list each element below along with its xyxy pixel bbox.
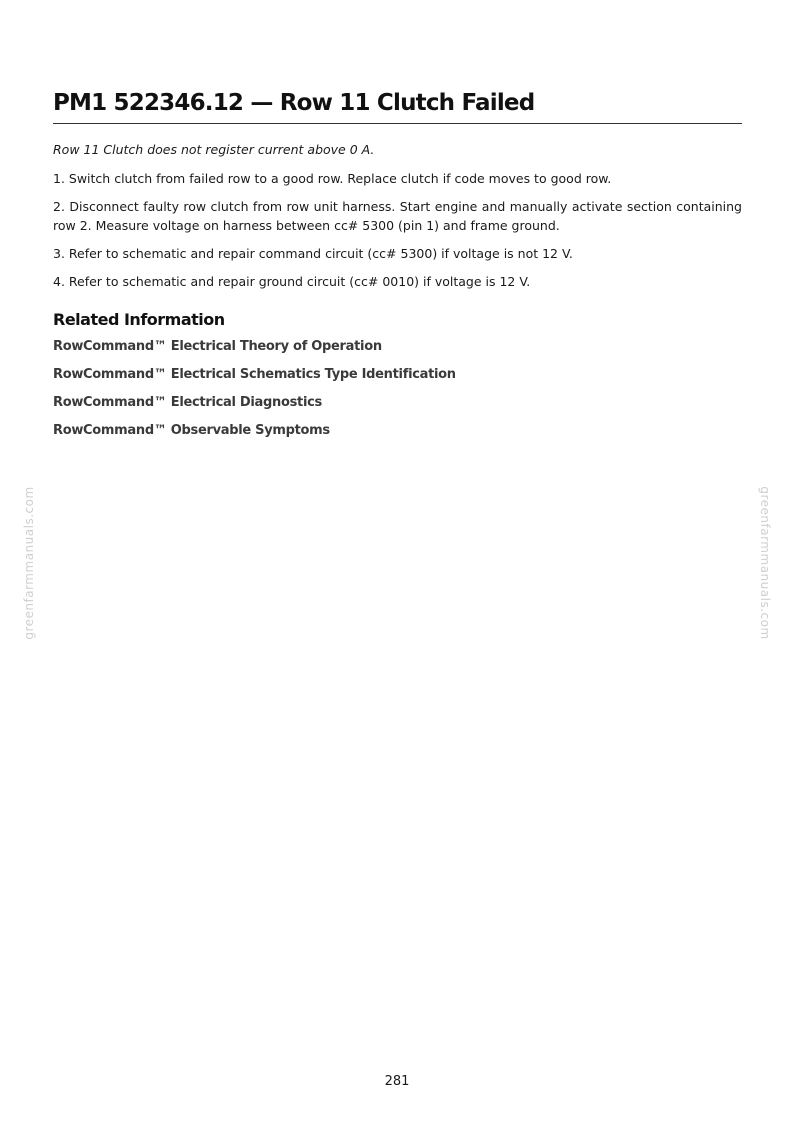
procedure-step-3: 3. Refer to schematic and repair command circuit (cc# 5300) if voltage is not 12 V. [53, 246, 573, 261]
watermark-left: greenfarmmanuals.com [22, 486, 36, 640]
procedure-step-2: 2. Disconnect faulty row clutch from row unit harness. Start engine and manually activate section containing row 2. Measure voltage on harness between cc# 5300 (pin 1) and frame ground. [53, 199, 742, 233]
procedure-step-4: 4. Refer to schematic and repair ground circuit (cc# 0010) if voltage is 12 V. [53, 274, 531, 289]
related-link-theory-of-operation[interactable]: RowCommand™ Electrical Theory of Operation [53, 339, 382, 354]
watermark-right: greenfarmmanuals.com [758, 486, 772, 640]
related-link-electrical-diagnostics[interactable]: RowCommand™ Electrical Diagnostics [53, 395, 322, 410]
symptom-text: Row 11 Clutch does not register current above 0 A. [53, 142, 375, 157]
related-link-schematics-type-identification[interactable]: RowCommand™ Electrical Schematics Type Identification [53, 367, 456, 382]
related-link-observable-symptoms[interactable]: RowCommand™ Observable Symptoms [53, 423, 330, 438]
procedure-step-1: 1. Switch clutch from failed row to a good row. Replace clutch if code moves to good row. [53, 171, 612, 186]
page-title: PM1 522346.12 — Row 11 Clutch Failed [53, 90, 535, 116]
page-number: 281 [384, 1074, 410, 1089]
title-divider [53, 123, 742, 124]
related-information-heading: Related Information [53, 310, 225, 329]
